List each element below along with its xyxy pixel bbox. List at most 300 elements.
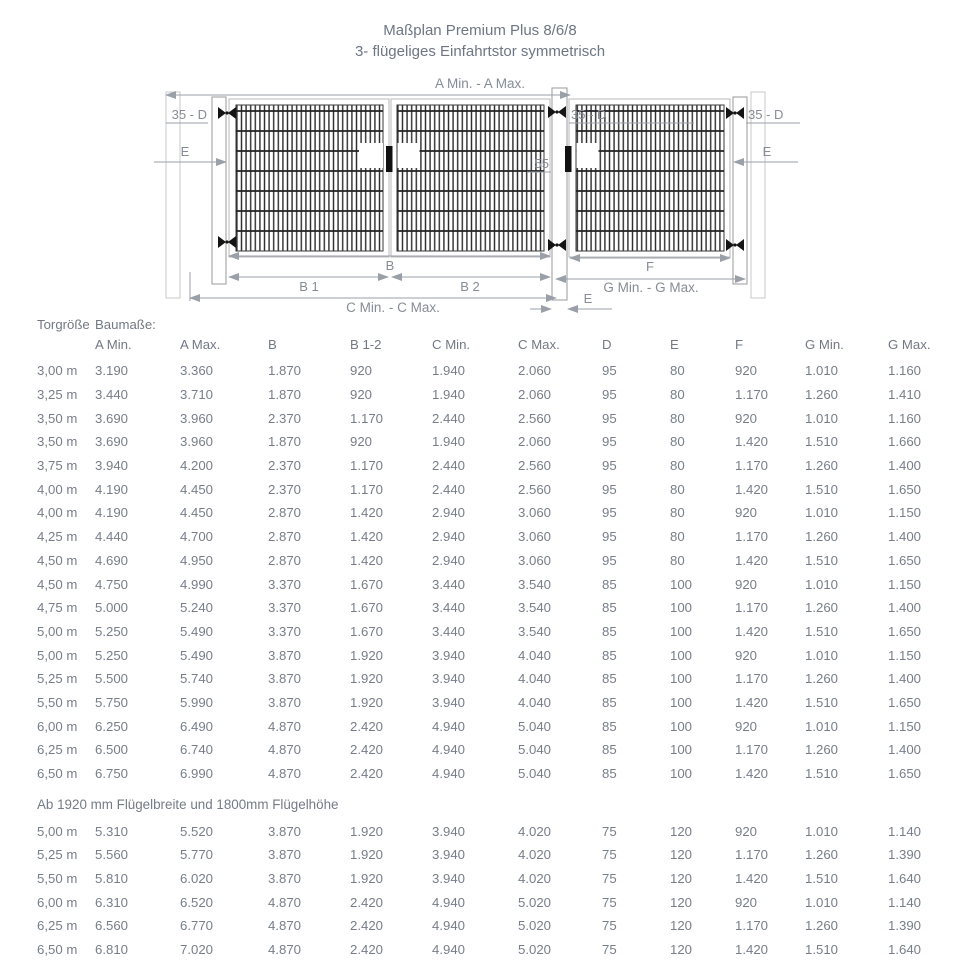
col-header-torgroesse: Torgröße xyxy=(37,316,90,332)
table-cell: 1.510 xyxy=(805,552,839,568)
table-row xyxy=(0,383,960,407)
table-cell: 2.060 xyxy=(518,363,552,379)
table-cell: 2.560 xyxy=(518,410,552,426)
table-cell: 1.420 xyxy=(735,434,769,450)
table-cell: 920 xyxy=(735,505,758,521)
table-cell: 75 xyxy=(602,847,617,863)
table-cell: 95 xyxy=(602,529,617,545)
table-cell: 85 xyxy=(602,623,617,639)
table-cell: 920 xyxy=(735,718,758,734)
table-cell: 1.420 xyxy=(735,766,769,782)
row-size-cell: 6,25 m xyxy=(37,742,78,758)
gate-post-middle xyxy=(552,88,567,300)
table-cell: 75 xyxy=(602,894,617,910)
table-cell: 5.040 xyxy=(518,742,552,758)
table-row xyxy=(0,890,960,914)
table-cell: 4.750 xyxy=(95,576,129,592)
title-line2: 3- flügeliges Einfahrtstor symmetrisch xyxy=(354,43,606,60)
table-column-headers xyxy=(0,334,960,355)
table-cell: 80 xyxy=(670,363,685,379)
table-cell: 5.750 xyxy=(95,694,129,710)
table-cell: 6.490 xyxy=(180,718,214,734)
table-cell: 2.560 xyxy=(518,458,552,474)
table-cell: 3.870 xyxy=(268,871,302,887)
table-cell: 3.960 xyxy=(180,434,214,450)
table-cell: 2.420 xyxy=(350,718,384,734)
page-title xyxy=(0,20,960,62)
table-cell: 2.420 xyxy=(350,766,384,782)
table-cell: 6.520 xyxy=(180,894,214,910)
column-header: E xyxy=(670,337,679,352)
table-cell: 85 xyxy=(602,647,617,663)
table-cell: 2.060 xyxy=(518,434,552,450)
table-cell: 80 xyxy=(670,529,685,545)
table-cell: 120 xyxy=(670,847,693,863)
table-cell: 1.670 xyxy=(350,623,384,639)
table-cell: 4.940 xyxy=(432,742,466,758)
row-size-cell: 6,00 m xyxy=(37,718,78,734)
table-row xyxy=(0,525,960,549)
title-line1: Maßplan Premium Plus 8/6/8 xyxy=(383,22,577,39)
row-size-cell: 4,00 m xyxy=(37,505,78,521)
table-cell: 4.870 xyxy=(268,742,302,758)
table-cell: 95 xyxy=(602,505,617,521)
table-cell: 1.170 xyxy=(735,742,769,758)
table-cell: 6.500 xyxy=(95,742,129,758)
table-cell: 4.020 xyxy=(518,847,552,863)
table-cell: 2.940 xyxy=(432,552,466,568)
table-cell: 1.510 xyxy=(805,871,839,887)
table-cell: 75 xyxy=(602,942,617,958)
table-cell: 1.390 xyxy=(888,918,922,934)
table-cell: 3.940 xyxy=(432,847,466,863)
table-cell: 3.940 xyxy=(432,694,466,710)
table-cell: 2.420 xyxy=(350,742,384,758)
table-cell: 3.540 xyxy=(518,623,552,639)
table-cell: 1.010 xyxy=(805,718,839,734)
table-cell: 4.870 xyxy=(268,718,302,734)
table-cell: 5.770 xyxy=(180,847,214,863)
table-cell: 1.140 xyxy=(888,823,922,839)
row-size-cell: 4,00 m xyxy=(37,481,78,497)
table-cell: 1.010 xyxy=(805,894,839,910)
lock-cutout-leaf2 xyxy=(398,143,420,168)
table-cell: 1.920 xyxy=(350,847,384,863)
dim-label-e-left: E xyxy=(180,144,190,159)
table-cell: 100 xyxy=(670,671,693,687)
table-cell: 2.370 xyxy=(268,458,302,474)
table-cell: 80 xyxy=(670,481,685,497)
table-cell: 920 xyxy=(735,410,758,426)
table-row xyxy=(0,938,960,962)
table-cell: 1.510 xyxy=(805,434,839,450)
column-header: B xyxy=(268,337,277,352)
table-cell: 1.510 xyxy=(805,766,839,782)
table-cell: 1.510 xyxy=(805,694,839,710)
row-size-cell: 6,25 m xyxy=(37,918,78,934)
table-cell: 5.250 xyxy=(95,623,129,639)
table-cell: 1.170 xyxy=(350,481,384,497)
table-row xyxy=(0,914,960,938)
table-cell: 1.260 xyxy=(805,458,839,474)
row-size-cell: 5,50 m xyxy=(37,871,78,887)
table-cell: 2.870 xyxy=(268,529,302,545)
table-cell: 80 xyxy=(670,387,685,403)
table-cell: 4.040 xyxy=(518,647,552,663)
table-cell: 3.540 xyxy=(518,600,552,616)
table-cell: 100 xyxy=(670,718,693,734)
row-size-cell: 3,25 m xyxy=(37,387,78,403)
table-cell: 4.870 xyxy=(268,942,302,958)
table-cell: 4.190 xyxy=(95,505,129,521)
side-wing-panel xyxy=(576,105,724,251)
table-header-group-row xyxy=(0,314,960,334)
table-cell: 4.940 xyxy=(432,718,466,734)
table-cell: 1.420 xyxy=(350,529,384,545)
table-row xyxy=(0,501,960,525)
table-cell: 1.920 xyxy=(350,647,384,663)
table-cell: 5.020 xyxy=(518,942,552,958)
table-cell: 2.560 xyxy=(518,481,552,497)
table-cell: 3.190 xyxy=(95,363,129,379)
table-cell: 1.170 xyxy=(350,458,384,474)
table-cell: 1.420 xyxy=(735,871,769,887)
table-cell: 80 xyxy=(670,552,685,568)
table-cell: 4.020 xyxy=(518,871,552,887)
table-cell: 920 xyxy=(735,647,758,663)
table-cell: 1.940 xyxy=(432,387,466,403)
table-cell: 95 xyxy=(602,458,617,474)
table-cell: 5.810 xyxy=(95,871,129,887)
table-row xyxy=(0,714,960,738)
table-cell: 4.950 xyxy=(180,552,214,568)
dim-label-e-right: E xyxy=(762,144,772,159)
table-cell: 1.170 xyxy=(735,387,769,403)
table-cell: 3.870 xyxy=(268,847,302,863)
table-cell: 6.250 xyxy=(95,718,129,734)
table-cell: 1.640 xyxy=(888,871,922,887)
table-cell: 1.170 xyxy=(735,671,769,687)
table-cell: 5.240 xyxy=(180,600,214,616)
table-cell: 75 xyxy=(602,918,617,934)
table-cell: 1.920 xyxy=(350,871,384,887)
table-cell: 1.650 xyxy=(888,552,922,568)
table-cell: 4.690 xyxy=(95,552,129,568)
table-cell: 3.690 xyxy=(95,410,129,426)
table-cell: 6.310 xyxy=(95,894,129,910)
table-cell: 95 xyxy=(602,363,617,379)
table-cell: 5.990 xyxy=(180,694,214,710)
dim-label-b: B xyxy=(385,258,395,273)
table-cell: 1.400 xyxy=(888,529,922,545)
table-cell: 4.870 xyxy=(268,894,302,910)
table-cell: 1.260 xyxy=(805,529,839,545)
table-cell: 1.650 xyxy=(888,766,922,782)
table-cell: 3.360 xyxy=(180,363,214,379)
table-cell: 3.370 xyxy=(268,600,302,616)
row-size-cell: 3,50 m xyxy=(37,434,78,450)
row-size-cell: 5,25 m xyxy=(37,671,78,687)
table-cell: 1.260 xyxy=(805,847,839,863)
row-size-cell: 4,25 m xyxy=(37,529,78,545)
table-cell: 1.420 xyxy=(735,942,769,958)
table-cell: 100 xyxy=(670,766,693,782)
table-cell: 95 xyxy=(602,481,617,497)
table-cell: 75 xyxy=(602,823,617,839)
table-cell: 920 xyxy=(350,434,373,450)
table-cell: 4.450 xyxy=(180,481,214,497)
table-row xyxy=(0,406,960,430)
row-size-cell: 3,00 m xyxy=(37,363,78,379)
table-cell: 1.920 xyxy=(350,823,384,839)
table-row xyxy=(0,549,960,573)
table-cell: 1.510 xyxy=(805,481,839,497)
column-header: A Max. xyxy=(180,337,221,352)
table-cell: 1.650 xyxy=(888,623,922,639)
table-cell: 1.260 xyxy=(805,918,839,934)
table-cell: 85 xyxy=(602,718,617,734)
table-cell: 3.940 xyxy=(432,671,466,687)
dim-label-a: A Min. - A Max. xyxy=(434,76,526,91)
table-cell: 80 xyxy=(670,458,685,474)
row-size-cell: 5,00 m xyxy=(37,647,78,663)
table-cell: 4.870 xyxy=(268,766,302,782)
table-cell: 5.020 xyxy=(518,918,552,934)
dimensions-table xyxy=(0,314,960,962)
gate-post-right xyxy=(733,97,747,284)
table-cell: 2.940 xyxy=(432,529,466,545)
table-cell: 1.170 xyxy=(735,600,769,616)
table-cell: 4.990 xyxy=(180,576,214,592)
table-cell: 1.420 xyxy=(350,552,384,568)
table-cell: 4.040 xyxy=(518,694,552,710)
column-header: D xyxy=(602,337,612,352)
column-header: F xyxy=(735,337,744,352)
table-cell: 2.440 xyxy=(432,458,466,474)
table-cell: 5.000 xyxy=(95,600,129,616)
table-cell: 1.870 xyxy=(268,434,302,450)
table-row xyxy=(0,643,960,667)
table-cell: 5.040 xyxy=(518,718,552,734)
table-row xyxy=(0,359,960,383)
table-cell: 920 xyxy=(350,387,373,403)
table-cell: 120 xyxy=(670,871,693,887)
table-row xyxy=(0,667,960,691)
table-cell: 5.490 xyxy=(180,623,214,639)
table-cell: 2.060 xyxy=(518,387,552,403)
table-cell: 5.310 xyxy=(95,823,129,839)
section-note: Ab 1920 mm Flügelbreite und 1800mm Flügelhöhe xyxy=(37,797,339,813)
column-header: C Max. xyxy=(518,337,560,352)
table-cell: 1.870 xyxy=(268,363,302,379)
table-cell: 2.870 xyxy=(268,552,302,568)
table-cell: 100 xyxy=(670,742,693,758)
table-cell: 3.540 xyxy=(518,576,552,592)
table-cell: 95 xyxy=(602,410,617,426)
table-cell: 120 xyxy=(670,942,693,958)
table-cell: 1.510 xyxy=(805,942,839,958)
table-cell: 1.150 xyxy=(888,576,922,592)
table-cell: 1.940 xyxy=(432,434,466,450)
table-cell: 120 xyxy=(670,918,693,934)
table-cell: 2.940 xyxy=(432,505,466,521)
table-cell: 80 xyxy=(670,434,685,450)
table-cell: 4.940 xyxy=(432,894,466,910)
table-cell: 1.510 xyxy=(805,623,839,639)
column-header: A Min. xyxy=(95,337,132,352)
table-cell: 1.010 xyxy=(805,505,839,521)
gate-leaf1-panel xyxy=(236,105,383,251)
table-row xyxy=(0,572,960,596)
lock-bar-center xyxy=(386,146,393,172)
table-cell: 3.940 xyxy=(432,647,466,663)
table-cell: 1.650 xyxy=(888,694,922,710)
table-cell: 4.190 xyxy=(95,481,129,497)
dim-label-d-right: 35 - D xyxy=(748,107,784,122)
dim-label-b1: B 1 xyxy=(299,279,319,294)
table-cell: 4.440 xyxy=(95,529,129,545)
table-cell: 1.660 xyxy=(888,434,922,450)
table-row xyxy=(0,762,960,786)
table-cell: 100 xyxy=(670,576,693,592)
table-cell: 100 xyxy=(670,647,693,663)
dim-label-c: C Min. - C Max. xyxy=(346,300,440,315)
table-row xyxy=(0,691,960,715)
table-cell: 1.420 xyxy=(735,552,769,568)
table-cell: 2.870 xyxy=(268,505,302,521)
table-cell: 2.420 xyxy=(350,942,384,958)
row-size-cell: 3,75 m xyxy=(37,458,78,474)
table-cell: 80 xyxy=(670,410,685,426)
table-cell: 4.940 xyxy=(432,766,466,782)
table-cell: 3.060 xyxy=(518,552,552,568)
table-cell: 2.440 xyxy=(432,410,466,426)
dim-label-55: 55 xyxy=(534,156,549,171)
table-cell: 3.440 xyxy=(432,600,466,616)
table-row xyxy=(0,477,960,501)
table-cell: 3.440 xyxy=(432,623,466,639)
row-size-cell: 4,50 m xyxy=(37,552,78,568)
table-cell: 5.520 xyxy=(180,823,214,839)
table-cell: 1.650 xyxy=(888,481,922,497)
row-size-cell: 5,00 m xyxy=(37,823,78,839)
table-cell: 1.670 xyxy=(350,576,384,592)
table-cell: 1.260 xyxy=(805,387,839,403)
table-cell: 95 xyxy=(602,434,617,450)
table-cell: 75 xyxy=(602,871,617,887)
lock-bar-wing xyxy=(565,146,572,172)
table-cell: 2.370 xyxy=(268,410,302,426)
table-cell: 5.250 xyxy=(95,647,129,663)
table-cell: 4.020 xyxy=(518,823,552,839)
table-cell: 1.400 xyxy=(888,458,922,474)
table-cell: 1.420 xyxy=(735,481,769,497)
table-cell: 85 xyxy=(602,742,617,758)
table-cell: 85 xyxy=(602,600,617,616)
table-cell: 3.060 xyxy=(518,505,552,521)
table-cell: 3.940 xyxy=(432,871,466,887)
table-cell: 1.160 xyxy=(888,410,922,426)
row-size-cell: 4,50 m xyxy=(37,576,78,592)
table-cell: 5.040 xyxy=(518,766,552,782)
table-cell: 4.450 xyxy=(180,505,214,521)
table-cell: 3.870 xyxy=(268,823,302,839)
dim-label-g: G Min. - G Max. xyxy=(603,280,699,295)
table-cell: 5.490 xyxy=(180,647,214,663)
table-cell: 1.010 xyxy=(805,410,839,426)
table-cell: 920 xyxy=(735,576,758,592)
table-cell: 1.160 xyxy=(888,363,922,379)
table-cell: 6.990 xyxy=(180,766,214,782)
table-cell: 3.690 xyxy=(95,434,129,450)
table-cell: 1.170 xyxy=(735,458,769,474)
table-cell: 3.870 xyxy=(268,647,302,663)
table-row xyxy=(0,454,960,478)
table-cell: 120 xyxy=(670,894,693,910)
table-cell: 1.140 xyxy=(888,894,922,910)
table-cell: 3.940 xyxy=(432,823,466,839)
table-cell: 5.020 xyxy=(518,894,552,910)
table-cell: 1.150 xyxy=(888,718,922,734)
table-row xyxy=(0,596,960,620)
dim-label-e-bottom: E xyxy=(583,291,593,306)
table-cell: 120 xyxy=(670,823,693,839)
table-cell: 1.390 xyxy=(888,847,922,863)
table-cell: 80 xyxy=(670,505,685,521)
gate-leaf2-panel xyxy=(397,105,544,251)
table-cell: 1.670 xyxy=(350,600,384,616)
table-cell: 3.960 xyxy=(180,410,214,426)
row-size-cell: 6,00 m xyxy=(37,894,78,910)
table-cell: 2.420 xyxy=(350,918,384,934)
table-cell: 4.040 xyxy=(518,671,552,687)
table-cell: 3.440 xyxy=(95,387,129,403)
row-size-cell: 5,00 m xyxy=(37,623,78,639)
table-row xyxy=(0,430,960,454)
table-cell: 1.420 xyxy=(735,623,769,639)
table-cell: 4.940 xyxy=(432,918,466,934)
table-cell: 1.400 xyxy=(888,600,922,616)
table-cell: 95 xyxy=(602,387,617,403)
table-cell: 3.440 xyxy=(432,576,466,592)
table-cell: 3.870 xyxy=(268,671,302,687)
table-cell: 1.170 xyxy=(350,410,384,426)
table-cell: 2.370 xyxy=(268,481,302,497)
table-cell: 6.810 xyxy=(95,942,129,958)
table-cell: 1.010 xyxy=(805,647,839,663)
lock-cutout-wing xyxy=(577,143,599,168)
table-cell: 1.010 xyxy=(805,576,839,592)
table-cell: 100 xyxy=(670,600,693,616)
table-row xyxy=(0,867,960,891)
table-cell: 4.870 xyxy=(268,918,302,934)
table-cell: 85 xyxy=(602,694,617,710)
dim-label-f: F xyxy=(646,259,654,274)
table-cell: 1.400 xyxy=(888,671,922,687)
table-cell: 6.770 xyxy=(180,918,214,934)
gate-diagram xyxy=(0,72,960,322)
table-cell: 3.940 xyxy=(95,458,129,474)
dim-label-d-left: 35 - D xyxy=(171,107,207,122)
table-cell: 4.200 xyxy=(180,458,214,474)
table-cell: 1.870 xyxy=(268,387,302,403)
table-cell: 1.150 xyxy=(888,647,922,663)
table-row xyxy=(0,738,960,762)
dim-label-b2: B 2 xyxy=(460,279,480,294)
table-cell: 5.740 xyxy=(180,671,214,687)
table-cell: 3.370 xyxy=(268,576,302,592)
row-size-cell: 6,50 m xyxy=(37,942,78,958)
